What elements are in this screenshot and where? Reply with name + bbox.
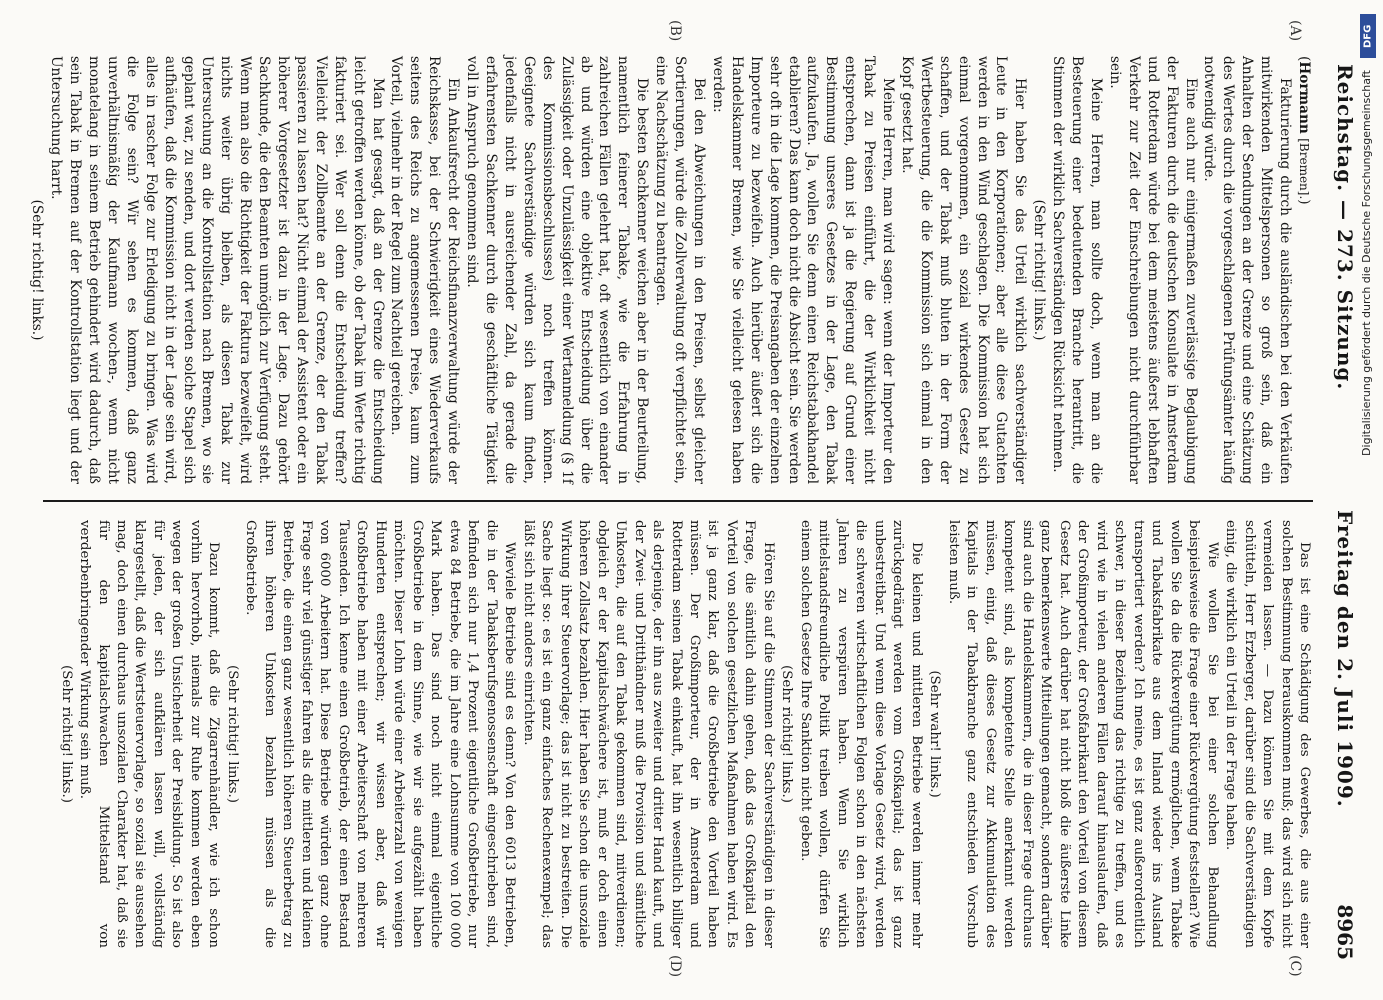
margin-letter-d: (D): [667, 955, 683, 978]
paragraph: Eine auch nur einigermaßen zuverlässige Beglaubigung der Fakturen durch die deutschen Konsulate in Amsterdam und Rotterdam würde bei dem meistens äußerst lebhaften Verkehr zur Zeit der Einschreibungen nicht durchführbar sein.: [1106, 56, 1199, 484]
header-date: Freitag den 2. Juli 1909.: [1333, 510, 1357, 808]
paragraph: Meine Herren, man wird sagen: wenn der Importeur den Tabak zu Preisen einführt, die der Wirklichkeit nicht entsprechen, dann ist ja die Regierung auf Grund einer Bestimmung unseres Gesetzes in der Lage, den Tabak aufzukaufen. Ja, wollen Sie denn einen Reichstabakhandel etablieren? Das kann doch nicht die Absicht sein. Sie werden sehr oft in die Lage kommen, die Preisangaben der einzelnen Importeure zu bezweifeln. Auch hierüber äußert sich die Handelskammer Bremen, wie Sie vielleicht gelesen haben werden:: [709, 56, 897, 484]
paragraph: Das ist eine Schädigung des Gewerbes, die aus einer solchen Bestimmung herauskommen muß; das wird sich nicht vermeiden lassen. — Dazu können Sie mit dem Kopfe schütteln, Herr Erzberger, darüber sind die Sachverständigen einig, die wirklich ein Urteil in der Frage haben.: [1223, 520, 1312, 948]
interjection: (Sehr richtig! links.): [224, 665, 240, 803]
interjection: (Sehr richtig! links.): [58, 665, 74, 803]
paragraph: Dazu kommt, daß die Zigarrenhändler, wie ich schon vorhin hervorhob, niemals zur Ruhe kommen werden eben wegen der großen Unsicherheit der Preisbildung. So ist also für jeden, der sich aufklären lassen will, vollständig klargestellt, daß die Wertsteuervorlage, so sozial sie aussehen mag, doch einen durchaus unsozialen Charakter hat, daß sie für den kapitalschwachen Mittelstand von verderbenbringender Wirkung sein muß.: [77, 520, 222, 948]
margin-letter-a: (A): [1287, 20, 1303, 42]
speaker-line: (Hormann [Bremen].): [1296, 56, 1312, 205]
speaker-name: Hormann: [1296, 61, 1312, 134]
paragraph: Fakturierung durch die ausländischen bei den Verkäufen mitwirkenden Mittelspersonen so groß sein, daß ein Anhalten der Sendungen an der Grenze und eine Schätzung des Wertes durch die vorgeschlagenen Prüfungsämter häufig notwendig würde.: [1201, 56, 1294, 484]
interjection: (Sehr wahr! links.): [927, 670, 943, 798]
interjection: (Sehr richtig! links.): [1031, 199, 1048, 341]
paragraph: Hören Sie auf die Stimmen der Sachverständigen in dieser Frage, die sämtlich dahin gehen, daß das Großkapital den Vorteil von solchen gesetzlichen Maßnahmen haben wird. Es ist ja ganz klar, daß die Großbetriebe den Vorteil haben müssen. Der Großimporteur, der in Amsterdam und Rotterdam seinen Tabak einkauft, hat ihn wesentlich billiger als derjenige, der ihn aus zweiter und dritter Hand kauft, und der Zwei- und Dritthändner muß die Provision und sämtliche Unkosten, die auf den Tabak gekommen sind, mitverdienen; obgleich er der Kapitalschwächere ist, muß er doch einen höheren Zollsatz bezahlen. Hier haben Sie schon die unsoziale Wirkung ihrer Steuervorlage; das ist nicht zu bestreiten. Die Sache liegt so: es ist ein ganz einfaches Rechenexempel; das läßt sich nicht anders einrichten.: [520, 520, 776, 948]
margin-letter-c: (C): [1287, 955, 1303, 977]
paragraph: Hier haben Sie das Urteil wirklich sachverständiger Leute in den Korporationen; aber alle diese Gutachten werden in den Wind geschlagen. Die Kommission hat sich einmal vorgenommen, ein sozial wirkendes Gesetz zu schaffen, und der Tabak muß bluten in der Form der Wertbesteuerung, die die Kommission sich einmal in den Kopf gesetzt hat.: [898, 56, 1029, 484]
credit-text: Digitalisierung gefördert durch die Deutsche Forschungsgemeinschaft: [1360, 70, 1373, 456]
paragraph: Die kleinen und mittleren Betriebe werden immer mehr zurückgedrängt werden vom Großkapital; das ist ganz unbestreitbar. Und wenn diese Vorlage Gesetz wird, werden die schweren wirtschaftlichen Folgen schon in den nächsten Jahren zu verspüren haben. Wenn Sie wirklich mittelstandsfreundliche Politik treiben wollen, dürfen Sie einem solchen Gesetze Ihre Sanktion nicht geben.: [797, 520, 924, 948]
paragraph: Wieviele Betriebe sind es denn? Von den 6013 Betrieben, die in der Tabaksberufsgenossenschaft eingeschrieben sind, befinden sich nur 1,4 Prozent eigentliche Großbetriebe, nur etwa 84 Betriebe, die im Jahre eine Lohnsumme von 100 000 Mark haben. Das sind noch nicht einmal eigentliche Großbetriebe in dem Sinne, wie wir sie aufgezählt haben möchten. Dieser Lohn würde einer Arbeiterzahl von wenigen Hunderten entsprechen; wir wissen aber, daß wir Großbetriebe haben mit einer Arbeiterschaft von mehreren Tausenden. Ich kenne einen Großbetrieb, der einen Bestand von 6000 Arbeitern hat. Diese Betriebe würden ganz ohne Frage sehr viel günstiger fahren als die mittleren und kleinen Betriebe, die einen ganz wesentlich höheren Steuerbetrag zu ihren höheren Unkosten bezahlen müssen als die Großbetriebe.: [243, 520, 518, 948]
column-divider: [43, 500, 1313, 502]
paragraph: Bei den Abweichungen in den Preisen, selbst gleicher Sortierungen, würde die Zollverwaltung oft verpflichtet sein, eine Nachschätzung zu beantragen.: [653, 56, 707, 484]
paragraph: Die besten Sachkenner weichen aber in der Beurteilung, namentlich feinerer Tabake, wie die Erfahrung in zahlreichen Fällen gelehrt hat, oft wesentlich von einander ab und würden eine objektive Entscheidung über die Zulässigkeit oder Unzulässigkeit einer Wertanmeldung (§ 1f des Kommissionsbeschlusses) noch treffen können. Geeignete Sachverständige würden sich kaum finden, jedenfalls nicht in ausreichender Zahl, da gerade die erfahrensten Sachkenner durch die geschäftliche Tätigkeit voll in Anspruch genommen sind.: [464, 56, 651, 484]
paragraph: Meine Herren, man sollte doch, wenn man an die Besteuerung einer bedeutenden Branche herantritt, die Stimmen der wirklich Sachverständigen Rücksicht nehmen.: [1050, 56, 1105, 484]
interjection: (Sehr richtig! links.): [779, 665, 795, 803]
dfg-logo: DFG: [1360, 14, 1376, 58]
interjection: (Sehr richtig! links.): [29, 199, 46, 341]
left-column: [27, 56, 1313, 484]
header-session: Reichstag. — 273. Sitzung.: [1333, 64, 1357, 391]
paragraph: Wie wollen Sie bei einer solchen Behandlung beispielsweise die Frage einer Rückvergütung feststellen? Wie wollen Sie da die Rückvergütung ermöglichen, wenn Tabake und Tabaksfabrikate aus dem Inland wieder ins Ausland transportiert werden? Ich meine, es ist ganz außerordentlich schwer, in dieser Beziehung das richtige zu treffen, und es wird wie in vielen anderen Fällen darauf hinauslaufen, daß der Großimporteur, der Großfabrikant den Vorteil von diesem Gesetz hat. Auch darüber hat nicht bloß die äußerste Linke ganz bemerkenswerte Mitteilungen gemacht, sondern darüber sind auch die Handelskammern, die in dieser Frage durchaus kompetent sind, als kompetente Stelle anerkannt werden müssen, einig, daß dieses Gesetz zur Akkumulation des Kapitals in der Tabakbranche ganz entschieden Vorschub leisten muß.: [945, 520, 1220, 948]
paragraph: Man hat gesagt, daß an der Grenze die Entscheidung leicht getroffen werden könne, ob der Tabak im Werte richtig fakturiert sei. Wer soll denn die Entscheidung treffen? Vielleicht der Zollbeamte an der Grenze, der den Tabak passieren zu lassen hat? Nicht einmal der Assistent oder ein höherer Vorgesetzter ist dazu in der Lage. Dazu gehört Sachkunde, die den Beamten unmöglich zur Verfügung steht. Wenn man also die Richtigkeit der Faktura bezweifelt, wird nichts weiter übrig bleiben, als diesen Tabak zur Untersuchung an die Kontrollstation nach Bremen, wo sie geplant war, zu senden, und dort werden solche Stapel sich aufhäufen, daß die Kommission nicht in der Lage sein wird, alles in rascher Folge zur Erledigung zu bringen. Was wird die Folge sein? Wir sehen es kommen, daß ganz unverhältnismäßig der Kaufmann wochen-, wenn nicht monatelang in seinem Betrieb gehindert wird dadurch, daß sein Tabak in Bremen auf der Kontrollstation liegt und der Untersuchung harrt.: [48, 56, 386, 484]
speaker-place: [Bremen].: [1297, 138, 1311, 200]
margin-letter-b: (B): [667, 20, 683, 42]
digitization-credit: [1358, 10, 1380, 610]
right-column: [56, 520, 1313, 948]
paragraph: Ein Ankaufsrecht der Reichsfinanzverwaltung würde der Reichskasse, bei der Schwierigkeit eines Wiederverkaufs seitens des Reichs zu angemessenen Preise, kaum zum Vorteil, vielmehr in der Regel zum Nachteil gereichen.: [388, 56, 462, 484]
page-number: 8965: [1333, 904, 1357, 960]
